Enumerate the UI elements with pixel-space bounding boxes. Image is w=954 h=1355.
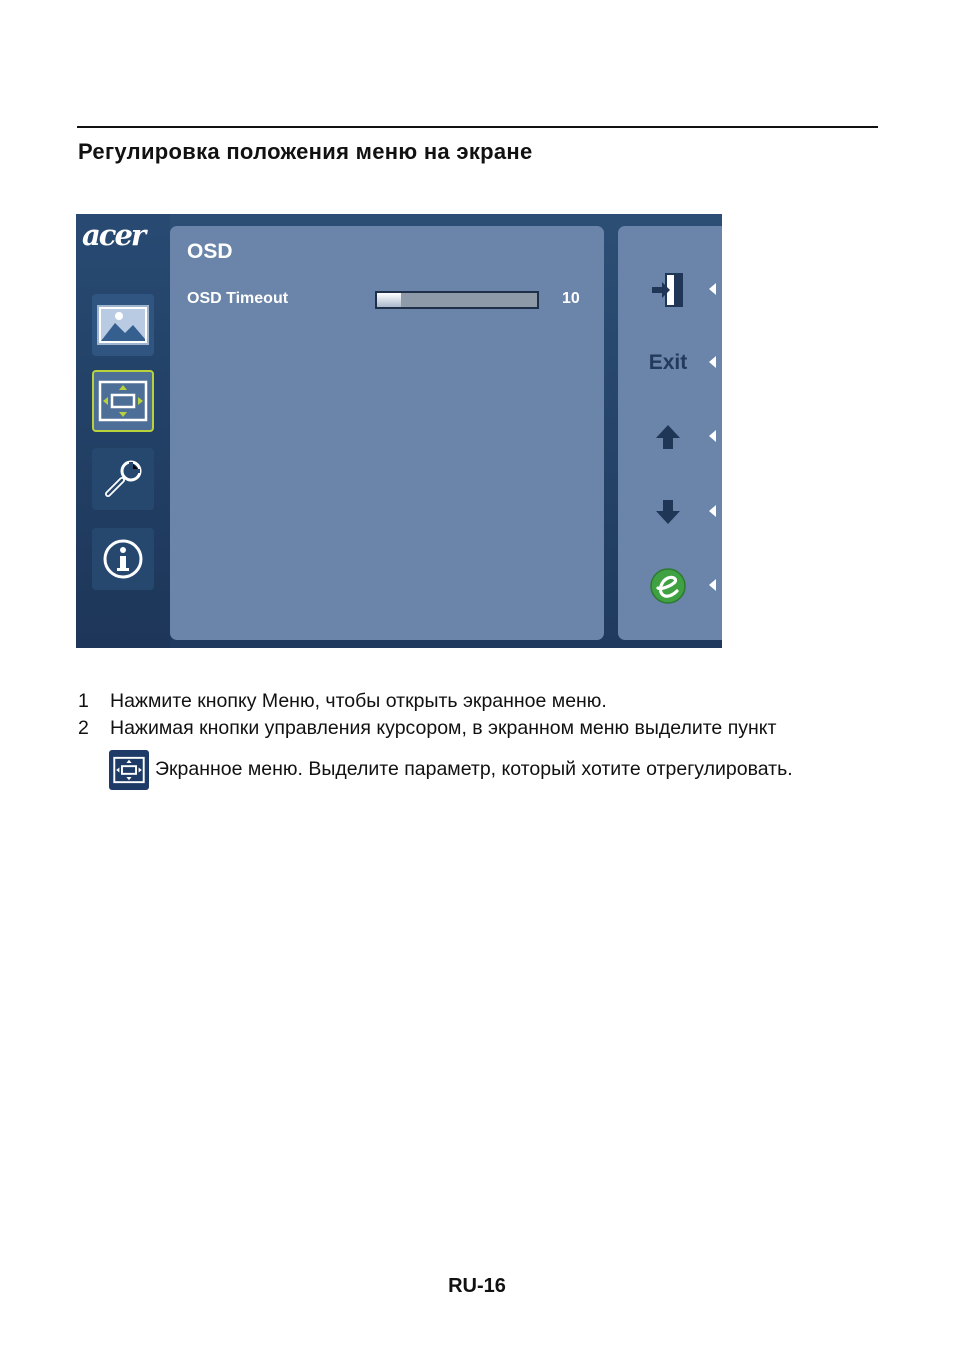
step-number: 2	[78, 717, 89, 739]
info-icon[interactable]	[92, 528, 154, 590]
caret-icon	[709, 579, 716, 591]
step-number: 1	[78, 690, 89, 712]
caret-icon	[709, 505, 716, 517]
osd-timeout-slider-fill	[377, 293, 401, 307]
input-icon	[648, 270, 688, 310]
osd-timeout-label: OSD Timeout	[187, 290, 289, 307]
osd-position-icon[interactable]	[92, 370, 154, 432]
step-text-continued: Экранное меню. Выделите параметр, который хотите отрегулировать.	[155, 758, 793, 780]
panel-title: OSD	[187, 240, 233, 263]
osd-timeout-slider[interactable]	[375, 291, 539, 309]
osd-key-panel	[618, 226, 722, 640]
osd-position-inline-icon	[109, 750, 149, 790]
osd-screenshot	[76, 214, 722, 648]
osd-sidebar	[76, 214, 170, 648]
exit-key[interactable]	[618, 333, 722, 393]
step-text: Нажмите кнопку Меню, чтобы открыть экранное меню.	[110, 690, 607, 712]
picture-icon[interactable]	[92, 294, 154, 356]
down-arrow-icon	[648, 492, 688, 532]
down-key[interactable]	[618, 482, 722, 542]
acer-logo: acer	[82, 218, 145, 252]
input-key[interactable]	[618, 260, 722, 320]
step-text: Нажимая кнопки управления курсором, в экранном меню выделите пункт	[110, 717, 777, 739]
exit-label: Exit	[648, 351, 688, 374]
e-key-icon	[648, 566, 688, 606]
settings-icon[interactable]	[92, 448, 154, 510]
osd-timeout-value: 10	[562, 290, 580, 307]
top-rule	[77, 126, 878, 128]
caret-icon	[709, 356, 716, 368]
page-number: RU-16	[448, 1275, 506, 1297]
caret-icon	[709, 430, 716, 442]
up-key[interactable]	[618, 407, 722, 467]
osd-settings-panel	[170, 226, 604, 640]
caret-icon	[709, 283, 716, 295]
page-heading: Регулировка положения меню на экране	[78, 139, 533, 164]
up-arrow-icon	[648, 417, 688, 457]
e-key[interactable]	[618, 556, 722, 616]
